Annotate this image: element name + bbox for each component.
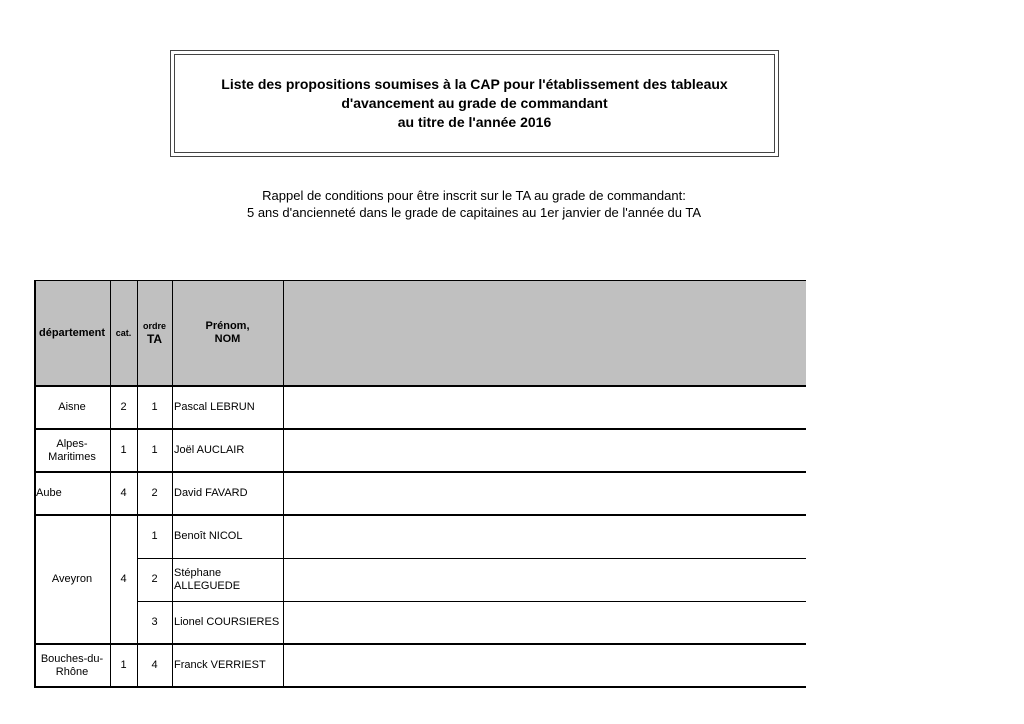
cat-cell: 4	[120, 487, 127, 499]
group-separator	[34, 686, 806, 688]
name-cell: Franck VERRIEST	[174, 659, 266, 671]
name-cell: Lionel COURSIERES	[174, 616, 280, 628]
table-top-border	[34, 280, 806, 281]
ordre-cell: 3	[151, 616, 158, 628]
column-divider	[34, 280, 36, 688]
name-cell: Pascal LEBRUN	[174, 401, 255, 413]
conditions-reminder	[0, 187, 948, 221]
reminder-line-2: 5 ans d'ancienneté dans le grade de capitaines au 1er janvier de l'année du TA	[246, 205, 702, 220]
header-cat: cat.	[115, 327, 132, 338]
header-ordre-ta	[137, 280, 172, 386]
departement-cell: Aveyron	[51, 573, 93, 585]
column-divider	[110, 280, 111, 688]
ordre-cell: 4	[151, 659, 158, 671]
column-divider	[283, 280, 284, 688]
header-ta: TA	[146, 332, 163, 346]
departement-cell: Aisne	[58, 401, 86, 413]
name-cell: Stéphane ALLEGUEDE	[174, 566, 241, 592]
header-prenom-nom	[172, 280, 283, 386]
title-frame	[174, 54, 775, 153]
reminder-line-1: Rappel de conditions pour être inscrit sur le TA au grade de commandant:	[262, 188, 686, 203]
cat-cell: 1	[120, 659, 127, 671]
header-nom: NOM	[214, 333, 241, 345]
column-divider	[137, 280, 138, 688]
cat-cell: 2	[120, 401, 127, 413]
row-separator	[137, 601, 806, 602]
ordre-cell: 1	[151, 530, 158, 542]
title-box	[170, 50, 779, 157]
ordre-cell: 2	[151, 487, 158, 499]
header-departement: département	[38, 326, 106, 339]
name-cell: Joël AUCLAIR	[174, 444, 245, 456]
ordre-cell: 1	[151, 401, 158, 413]
departement-cell: Bouches-du- Rhône	[40, 652, 104, 678]
departement-cell: Aube	[36, 487, 62, 499]
cat-cell: 4	[120, 573, 127, 585]
header-prenom: Prénom,	[205, 320, 250, 332]
title-line-3: au titre de l'année 2016	[397, 114, 552, 130]
name-cell: Benoît NICOL	[174, 530, 243, 542]
row-separator	[137, 558, 806, 559]
title-line-1: Liste des propositions soumises à la CAP pour l'établissement des tableaux	[221, 76, 728, 92]
title-line-2: d'avancement au grade de commandant	[341, 95, 608, 111]
column-divider	[172, 280, 173, 688]
cat-cell: 1	[120, 444, 127, 456]
ordre-cell: 2	[151, 573, 158, 585]
ordre-cell: 1	[151, 444, 158, 456]
name-cell: David FAVARD	[174, 487, 248, 499]
header-ordre: ordre	[142, 321, 166, 331]
departement-cell: Alpes- Maritimes	[48, 437, 96, 463]
